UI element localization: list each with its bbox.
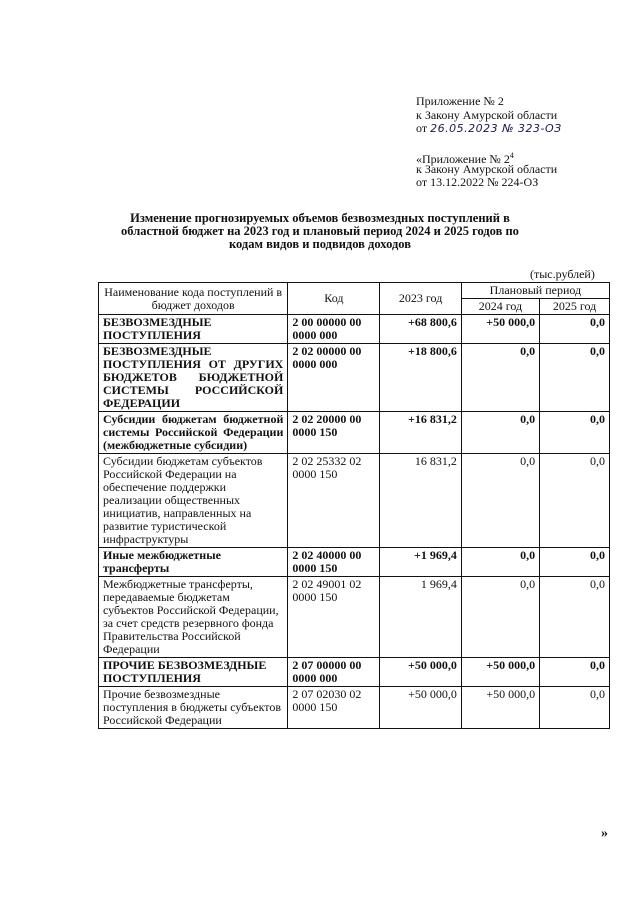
row-2023: +1 969,4 — [380, 548, 461, 577]
handwritten-date: 26.05.2023 № 323-ОЗ — [430, 122, 562, 135]
row-2025: 0,0 — [540, 658, 610, 687]
header-name: Наименование кода поступлений в бюджет доходов — [99, 283, 288, 315]
document-title: Изменение прогнозируемых объемов безвозмездных поступлений в областной бюджет на 2023 год и плановый период 2024 и 2025 годов по кодам видов и подвидов доходов — [121, 211, 519, 251]
row-2023: +50 000,0 — [380, 658, 461, 687]
revenue-table — [98, 282, 610, 729]
header-code: Код — [288, 283, 380, 315]
row-2023: 1 969,4 — [380, 577, 461, 658]
row-2023: +50 000,0 — [380, 687, 461, 729]
law-reference: к Закону Амурской области — [416, 108, 558, 122]
date-prefix: от — [416, 121, 428, 135]
row-2023: 16 831,2 — [380, 454, 461, 548]
header-2025: 2025 год — [540, 299, 610, 315]
table-row — [99, 687, 610, 729]
table-header-row — [99, 283, 610, 299]
table-row — [99, 577, 610, 658]
closing-quote-mark: » — [601, 826, 608, 841]
row-name: Прочие безвозмездные поступления в бюджеты субъектов Российской Федерации — [99, 687, 288, 729]
table-row — [99, 412, 610, 454]
table-row — [99, 344, 610, 412]
row-code: 2 07 00000 00 0000 000 — [288, 658, 380, 687]
row-2025: 0,0 — [540, 412, 610, 454]
row-code: 2 02 40000 00 0000 150 — [288, 548, 380, 577]
row-code: 2 02 49001 02 0000 150 — [288, 577, 380, 658]
row-code: 2 07 02030 02 0000 150 — [288, 687, 380, 729]
row-2023: +68 800,6 — [380, 315, 461, 344]
table-row — [99, 454, 610, 548]
row-2024: +50 000,0 — [461, 658, 539, 687]
row-code: 2 02 00000 00 0000 000 — [288, 344, 380, 412]
row-2024: 0,0 — [461, 454, 539, 548]
table-row — [99, 315, 610, 344]
appendix-superscript: 4 — [509, 151, 514, 160]
row-2023: +16 831,2 — [380, 412, 461, 454]
row-name: ПРОЧИЕ БЕЗВОЗМЕЗДНЫЕ ПОСТУПЛЕНИЯ — [99, 658, 288, 687]
header-2024: 2024 год — [461, 299, 539, 315]
row-2024: 0,0 — [461, 412, 539, 454]
row-2024: +50 000,0 — [461, 687, 539, 729]
header-planned-period: Плановый период — [461, 283, 609, 299]
row-2024: 0,0 — [461, 344, 539, 412]
original-law-date: от 13.12.2022 № 224-ОЗ — [416, 175, 539, 189]
header-2023: 2023 год — [380, 283, 461, 315]
row-2025: 0,0 — [540, 577, 610, 658]
row-code: 2 02 20000 00 0000 150 — [288, 412, 380, 454]
row-2024: 0,0 — [461, 577, 539, 658]
row-name: БЕЗВОЗМЕЗДНЫЕ ПОСТУПЛЕНИЯ ОТ ДРУГИХ БЮДЖЕТОВ БЮДЖЕТНОЙ СИСТЕМЫ РОССИЙСКОЙ ФЕДЕРАЦИИ — [99, 344, 288, 412]
row-name: Субсидии бюджетам бюджетной системы Российской Федерации (межбюджетные субсидии) — [99, 412, 288, 454]
original-law-reference: к Закону Амурской области — [416, 162, 558, 176]
row-2025: 0,0 — [540, 315, 610, 344]
units-label: (тыс.рублей) — [530, 267, 595, 281]
row-2024: +50 000,0 — [461, 315, 539, 344]
row-2025: 0,0 — [540, 687, 610, 729]
row-2025: 0,0 — [540, 548, 610, 577]
row-name: Иные межбюджетные трансферты — [99, 548, 288, 577]
table-row — [99, 658, 610, 687]
original-appendix-text: «Приложение № 2 — [416, 152, 510, 166]
row-2025: 0,0 — [540, 454, 610, 548]
row-name: Межбюджетные трансферты, передаваемые бюджетам субъектов Российской Федерации, за счет средств резервного фонда Правительства Российской Федерации — [99, 577, 288, 658]
row-code: 2 02 25332 02 0000 150 — [288, 454, 380, 548]
row-name: Субсидии бюджетам субъектов Российской Федерации на обеспечение поддержки реализации общественных инициатив, направленных на развитие туристической инфраструктуры — [99, 454, 288, 548]
row-2023: +18 800,6 — [380, 344, 461, 412]
row-2024: 0,0 — [461, 548, 539, 577]
appendix-label: Приложение № 2 — [416, 94, 504, 108]
row-code: 2 00 00000 00 0000 000 — [288, 315, 380, 344]
row-name: БЕЗВОЗМЕЗДНЫЕ ПОСТУПЛЕНИЯ — [99, 315, 288, 344]
law-date-line — [416, 122, 562, 135]
row-2025: 0,0 — [540, 344, 610, 412]
table-row — [99, 548, 610, 577]
